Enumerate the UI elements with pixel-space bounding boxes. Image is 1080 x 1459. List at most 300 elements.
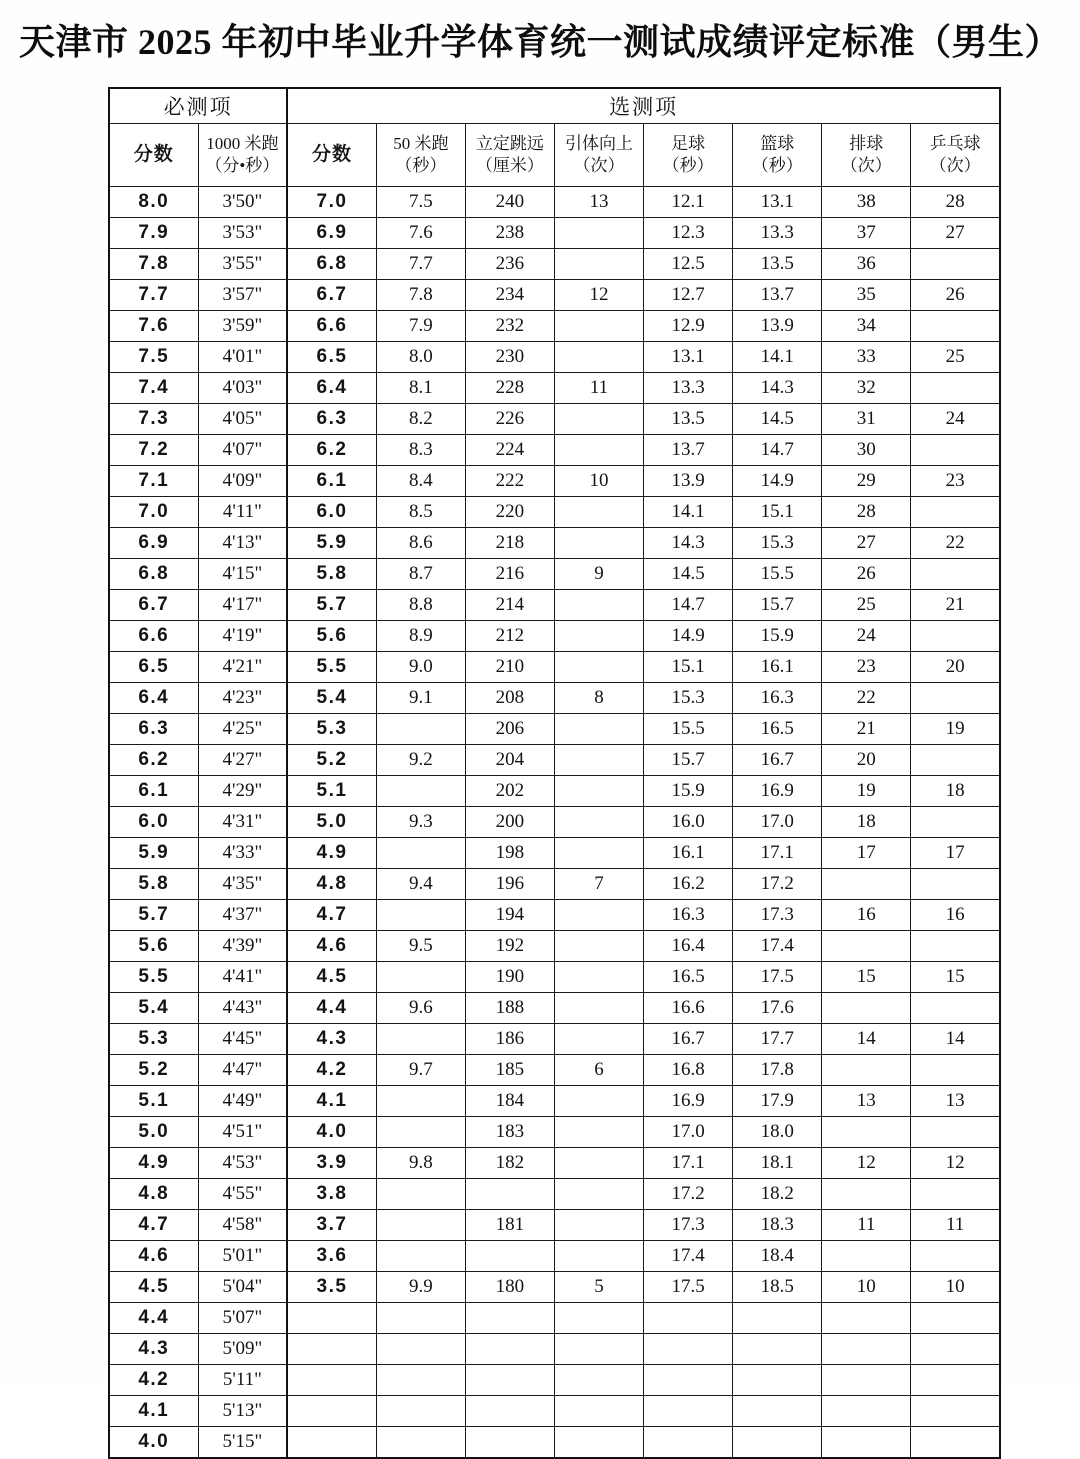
- cell-run1000: 4'19": [198, 621, 287, 652]
- cell-score2: 4.4: [287, 993, 376, 1024]
- cell-jump: 238: [465, 218, 554, 249]
- cell-pingpong: [911, 1396, 1000, 1427]
- column-header-run1000-name: 1000 米跑: [206, 134, 279, 154]
- cell-football: 12.1: [644, 187, 733, 218]
- cell-pullup: 7: [554, 869, 643, 900]
- table-row: [109, 807, 1000, 838]
- cell-volley: 38: [822, 187, 911, 218]
- cell-jump: 222: [465, 466, 554, 497]
- cell-pingpong: 13: [911, 1086, 1000, 1117]
- column-header-basketball-name: 篮球: [760, 134, 795, 154]
- cell-score2: 3.8: [287, 1179, 376, 1210]
- cell-pullup: [554, 1117, 643, 1148]
- cell-score2: 3.7: [287, 1210, 376, 1241]
- cell-score2: 4.9: [287, 838, 376, 869]
- cell-score1: 4.7: [109, 1210, 198, 1241]
- cell-run50: 8.9: [376, 621, 465, 652]
- cell-run1000: 5'01": [198, 1241, 287, 1272]
- table-row: [109, 745, 1000, 776]
- column-header-jump-name: 立定跳远: [475, 134, 544, 154]
- cell-run50: [376, 962, 465, 993]
- cell-pingpong: 25: [911, 342, 1000, 373]
- cell-pingpong: 21: [911, 590, 1000, 621]
- cell-volley: 20: [822, 745, 911, 776]
- cell-pingpong: [911, 869, 1000, 900]
- cell-basket: 18.0: [733, 1117, 822, 1148]
- cell-score2: 6.6: [287, 311, 376, 342]
- cell-run50: 9.9: [376, 1272, 465, 1303]
- cell-pullup: [554, 342, 643, 373]
- cell-score1: 7.8: [109, 249, 198, 280]
- cell-jump: [465, 1179, 554, 1210]
- cell-volley: [822, 1427, 911, 1459]
- cell-pullup: 8: [554, 683, 643, 714]
- cell-basket: 13.7: [733, 280, 822, 311]
- cell-jump: 204: [465, 745, 554, 776]
- cell-score2: 4.2: [287, 1055, 376, 1086]
- cell-football: 16.8: [644, 1055, 733, 1086]
- cell-pullup: [554, 218, 643, 249]
- cell-pullup: [554, 435, 643, 466]
- cell-pullup: 9: [554, 559, 643, 590]
- cell-pingpong: 17: [911, 838, 1000, 869]
- cell-basket: 13.3: [733, 218, 822, 249]
- cell-pingpong: 24: [911, 404, 1000, 435]
- cell-run50: 9.0: [376, 652, 465, 683]
- cell-jump: 226: [465, 404, 554, 435]
- cell-football: 16.1: [644, 838, 733, 869]
- cell-pullup: [554, 652, 643, 683]
- table-row: [109, 962, 1000, 993]
- cell-run1000: 3'59": [198, 311, 287, 342]
- column-header-score2-name: 分数: [311, 143, 352, 165]
- cell-run50: 8.4: [376, 466, 465, 497]
- cell-pingpong: [911, 373, 1000, 404]
- cell-pingpong: [911, 1179, 1000, 1210]
- table-row: [109, 311, 1000, 342]
- cell-score2: 6.2: [287, 435, 376, 466]
- cell-run50: 7.6: [376, 218, 465, 249]
- cell-basket: 15.1: [733, 497, 822, 528]
- cell-jump: 181: [465, 1210, 554, 1241]
- cell-pingpong: 28: [911, 187, 1000, 218]
- cell-score2: 6.9: [287, 218, 376, 249]
- table-row: [109, 1241, 1000, 1272]
- cell-run1000: 5'04": [198, 1272, 287, 1303]
- cell-football: 16.7: [644, 1024, 733, 1055]
- cell-run1000: 5'07": [198, 1303, 287, 1334]
- cell-jump: 240: [465, 187, 554, 218]
- cell-pingpong: [911, 311, 1000, 342]
- table-row: [109, 1303, 1000, 1334]
- column-header-pingpong-unit: （次）: [929, 156, 981, 175]
- cell-score1: 4.6: [109, 1241, 198, 1272]
- cell-pingpong: [911, 1241, 1000, 1272]
- cell-run1000: 4'37": [198, 900, 287, 931]
- cell-football: 14.3: [644, 528, 733, 559]
- cell-pingpong: [911, 993, 1000, 1024]
- cell-pingpong: 15: [911, 962, 1000, 993]
- cell-run50: 7.8: [376, 280, 465, 311]
- cell-volley: 35: [822, 280, 911, 311]
- cell-pullup: [554, 776, 643, 807]
- cell-run50: 8.6: [376, 528, 465, 559]
- cell-jump: 210: [465, 652, 554, 683]
- cell-score2: 5.0: [287, 807, 376, 838]
- cell-score1: 7.5: [109, 342, 198, 373]
- cell-pullup: [554, 1148, 643, 1179]
- cell-volley: 29: [822, 466, 911, 497]
- column-header-score1: [109, 124, 198, 187]
- cell-basket: 13.5: [733, 249, 822, 280]
- cell-score1: 6.0: [109, 807, 198, 838]
- cell-run1000: 5'11": [198, 1365, 287, 1396]
- cell-football: 16.0: [644, 807, 733, 838]
- cell-run1000: 4'01": [198, 342, 287, 373]
- cell-pingpong: [911, 1334, 1000, 1365]
- cell-score2: 5.9: [287, 528, 376, 559]
- table-row: [109, 1024, 1000, 1055]
- cell-pullup: [554, 1365, 643, 1396]
- column-header-row: [109, 124, 1000, 187]
- cell-pullup: [554, 311, 643, 342]
- cell-jump: [465, 1427, 554, 1459]
- cell-run1000: 4'45": [198, 1024, 287, 1055]
- cell-pullup: [554, 1427, 643, 1459]
- cell-pingpong: 19: [911, 714, 1000, 745]
- table-row: [109, 714, 1000, 745]
- group-header-required: 必测项: [109, 88, 287, 124]
- cell-score1: 7.2: [109, 435, 198, 466]
- grade-standard-table-wrapper: [108, 87, 1001, 1459]
- table-row: [109, 1055, 1000, 1086]
- table-row: [109, 187, 1000, 218]
- cell-volley: 33: [822, 342, 911, 373]
- column-header-basketball: [733, 124, 822, 187]
- cell-volley: 18: [822, 807, 911, 838]
- cell-pingpong: [911, 497, 1000, 528]
- cell-volley: 11: [822, 1210, 911, 1241]
- cell-score2: 3.5: [287, 1272, 376, 1303]
- cell-jump: 190: [465, 962, 554, 993]
- cell-pingpong: 26: [911, 280, 1000, 311]
- cell-score1: 6.8: [109, 559, 198, 590]
- cell-pingpong: 27: [911, 218, 1000, 249]
- cell-football: [644, 1303, 733, 1334]
- cell-jump: 218: [465, 528, 554, 559]
- cell-pullup: [554, 1024, 643, 1055]
- cell-basket: 17.1: [733, 838, 822, 869]
- cell-volley: 25: [822, 590, 911, 621]
- cell-pingpong: [911, 1055, 1000, 1086]
- cell-football: 14.9: [644, 621, 733, 652]
- cell-score2: 5.1: [287, 776, 376, 807]
- cell-run50: [376, 1396, 465, 1427]
- cell-score1: 6.6: [109, 621, 198, 652]
- cell-basket: 14.3: [733, 373, 822, 404]
- cell-run1000: 5'09": [198, 1334, 287, 1365]
- table-row: [109, 869, 1000, 900]
- cell-volley: [822, 1179, 911, 1210]
- cell-basket: 16.3: [733, 683, 822, 714]
- cell-volley: [822, 931, 911, 962]
- column-header-pullup-unit: （次）: [573, 156, 625, 175]
- cell-pingpong: [911, 1365, 1000, 1396]
- cell-basket: 18.1: [733, 1148, 822, 1179]
- cell-score2: 5.3: [287, 714, 376, 745]
- cell-score1: 6.9: [109, 528, 198, 559]
- cell-score2: 3.6: [287, 1241, 376, 1272]
- cell-football: 14.7: [644, 590, 733, 621]
- cell-score1: 6.3: [109, 714, 198, 745]
- cell-basket: [733, 1396, 822, 1427]
- cell-run1000: 4'35": [198, 869, 287, 900]
- cell-volley: 14: [822, 1024, 911, 1055]
- cell-basket: 16.5: [733, 714, 822, 745]
- column-header-football: [644, 124, 733, 187]
- table-row: [109, 1086, 1000, 1117]
- cell-score1: 4.2: [109, 1365, 198, 1396]
- cell-basket: [733, 1334, 822, 1365]
- cell-score1: 5.1: [109, 1086, 198, 1117]
- cell-score1: 7.1: [109, 466, 198, 497]
- cell-run50: [376, 1210, 465, 1241]
- cell-run1000: 4'33": [198, 838, 287, 869]
- cell-volley: 17: [822, 838, 911, 869]
- cell-score2: 6.3: [287, 404, 376, 435]
- cell-jump: [465, 1241, 554, 1272]
- column-header-score2: [287, 124, 376, 187]
- cell-basket: 15.3: [733, 528, 822, 559]
- cell-score2: [287, 1396, 376, 1427]
- cell-run1000: 4'41": [198, 962, 287, 993]
- cell-pingpong: 11: [911, 1210, 1000, 1241]
- cell-pullup: [554, 931, 643, 962]
- cell-run1000: 4'21": [198, 652, 287, 683]
- cell-pullup: 5: [554, 1272, 643, 1303]
- cell-football: 16.4: [644, 931, 733, 962]
- cell-pingpong: 23: [911, 466, 1000, 497]
- cell-football: 13.1: [644, 342, 733, 373]
- cell-basket: 18.5: [733, 1272, 822, 1303]
- cell-jump: 208: [465, 683, 554, 714]
- column-header-volleyball-name: 排球: [849, 134, 884, 154]
- cell-jump: [465, 1396, 554, 1427]
- cell-score2: 6.7: [287, 280, 376, 311]
- cell-score1: 5.5: [109, 962, 198, 993]
- cell-run50: [376, 1365, 465, 1396]
- cell-run50: 9.1: [376, 683, 465, 714]
- cell-score2: 4.3: [287, 1024, 376, 1055]
- cell-score1: 5.2: [109, 1055, 198, 1086]
- cell-run50: 8.3: [376, 435, 465, 466]
- table-row: [109, 621, 1000, 652]
- column-header-basketball-unit: （秒）: [751, 156, 803, 175]
- cell-football: 13.5: [644, 404, 733, 435]
- cell-score2: 6.8: [287, 249, 376, 280]
- cell-run1000: 4'31": [198, 807, 287, 838]
- cell-pingpong: [911, 1303, 1000, 1334]
- cell-run50: [376, 1086, 465, 1117]
- cell-score1: 7.3: [109, 404, 198, 435]
- table-row: [109, 280, 1000, 311]
- cell-jump: 214: [465, 590, 554, 621]
- cell-jump: 202: [465, 776, 554, 807]
- cell-run50: 9.3: [376, 807, 465, 838]
- cell-volley: 12: [822, 1148, 911, 1179]
- cell-run1000: 3'50": [198, 187, 287, 218]
- cell-pullup: [554, 590, 643, 621]
- cell-run50: [376, 1334, 465, 1365]
- cell-football: 17.0: [644, 1117, 733, 1148]
- group-header-row: [109, 88, 1000, 124]
- cell-volley: [822, 1241, 911, 1272]
- cell-run1000: 4'05": [198, 404, 287, 435]
- cell-basket: 14.1: [733, 342, 822, 373]
- cell-volley: 16: [822, 900, 911, 931]
- cell-football: [644, 1334, 733, 1365]
- cell-football: [644, 1396, 733, 1427]
- table-row: [109, 249, 1000, 280]
- cell-basket: 18.4: [733, 1241, 822, 1272]
- cell-volley: 31: [822, 404, 911, 435]
- cell-pingpong: [911, 1117, 1000, 1148]
- cell-pullup: [554, 745, 643, 776]
- column-header-pingpong-name: 乒乓球: [929, 134, 981, 154]
- cell-jump: 180: [465, 1272, 554, 1303]
- cell-volley: 24: [822, 621, 911, 652]
- table-row: [109, 342, 1000, 373]
- cell-run1000: 3'53": [198, 218, 287, 249]
- cell-volley: 36: [822, 249, 911, 280]
- column-header-jump-unit: （厘米）: [475, 156, 544, 175]
- cell-volley: 23: [822, 652, 911, 683]
- column-header-pullup: [554, 124, 643, 187]
- cell-score2: [287, 1365, 376, 1396]
- cell-football: 16.6: [644, 993, 733, 1024]
- cell-volley: 22: [822, 683, 911, 714]
- cell-run50: 9.2: [376, 745, 465, 776]
- cell-pullup: 10: [554, 466, 643, 497]
- table-row: [109, 1179, 1000, 1210]
- cell-basket: 13.1: [733, 187, 822, 218]
- cell-basket: 17.8: [733, 1055, 822, 1086]
- cell-score1: 6.4: [109, 683, 198, 714]
- cell-jump: [465, 1303, 554, 1334]
- cell-score1: 4.5: [109, 1272, 198, 1303]
- cell-volley: 19: [822, 776, 911, 807]
- cell-basket: 18.3: [733, 1210, 822, 1241]
- cell-score2: 4.5: [287, 962, 376, 993]
- cell-pullup: 13: [554, 187, 643, 218]
- cell-jump: 185: [465, 1055, 554, 1086]
- table-row: [109, 993, 1000, 1024]
- grade-standard-table: [108, 87, 1001, 1459]
- cell-pingpong: 20: [911, 652, 1000, 683]
- cell-football: 17.1: [644, 1148, 733, 1179]
- cell-pingpong: [911, 683, 1000, 714]
- cell-score1: 7.7: [109, 280, 198, 311]
- table-row: [109, 652, 1000, 683]
- cell-football: 17.4: [644, 1241, 733, 1272]
- cell-run50: 9.7: [376, 1055, 465, 1086]
- cell-pullup: [554, 1210, 643, 1241]
- cell-basket: 14.9: [733, 466, 822, 497]
- cell-basket: [733, 1365, 822, 1396]
- cell-score1: 4.3: [109, 1334, 198, 1365]
- cell-volley: [822, 1334, 911, 1365]
- cell-run1000: 4'23": [198, 683, 287, 714]
- cell-jump: 206: [465, 714, 554, 745]
- cell-pullup: 6: [554, 1055, 643, 1086]
- cell-volley: [822, 1055, 911, 1086]
- cell-run1000: 4'03": [198, 373, 287, 404]
- cell-run50: [376, 1427, 465, 1459]
- cell-football: 13.7: [644, 435, 733, 466]
- table-row: [109, 497, 1000, 528]
- cell-pullup: 11: [554, 373, 643, 404]
- cell-run50: 8.7: [376, 559, 465, 590]
- cell-score2: 4.1: [287, 1086, 376, 1117]
- cell-run1000: 4'43": [198, 993, 287, 1024]
- cell-basket: 15.9: [733, 621, 822, 652]
- cell-jump: 183: [465, 1117, 554, 1148]
- cell-basket: 17.5: [733, 962, 822, 993]
- cell-jump: 198: [465, 838, 554, 869]
- cell-run1000: 3'55": [198, 249, 287, 280]
- cell-jump: 192: [465, 931, 554, 962]
- cell-score1: 4.9: [109, 1148, 198, 1179]
- cell-score1: 4.1: [109, 1396, 198, 1427]
- cell-volley: 37: [822, 218, 911, 249]
- cell-jump: [465, 1334, 554, 1365]
- cell-score2: 5.7: [287, 590, 376, 621]
- cell-score2: 5.5: [287, 652, 376, 683]
- cell-score2: [287, 1427, 376, 1459]
- cell-basket: 18.2: [733, 1179, 822, 1210]
- column-header-run50-name: 50 米跑: [393, 134, 449, 154]
- table-row: [109, 218, 1000, 249]
- cell-pingpong: [911, 745, 1000, 776]
- cell-run1000: 4'13": [198, 528, 287, 559]
- cell-football: 14.5: [644, 559, 733, 590]
- cell-pullup: 12: [554, 280, 643, 311]
- cell-volley: [822, 1117, 911, 1148]
- cell-score2: 4.8: [287, 869, 376, 900]
- cell-jump: 220: [465, 497, 554, 528]
- cell-basket: 13.9: [733, 311, 822, 342]
- cell-pingpong: [911, 807, 1000, 838]
- cell-pingpong: [911, 559, 1000, 590]
- cell-jump: 236: [465, 249, 554, 280]
- cell-score1: 5.3: [109, 1024, 198, 1055]
- cell-run1000: 4'25": [198, 714, 287, 745]
- cell-run50: 8.2: [376, 404, 465, 435]
- cell-basket: 15.7: [733, 590, 822, 621]
- cell-football: 15.5: [644, 714, 733, 745]
- column-header-pullup-name: 引体向上: [565, 134, 634, 154]
- cell-pingpong: [911, 249, 1000, 280]
- cell-score1: 6.2: [109, 745, 198, 776]
- table-row: [109, 559, 1000, 590]
- cell-score1: 4.0: [109, 1427, 198, 1459]
- cell-run50: 9.4: [376, 869, 465, 900]
- cell-basket: 17.2: [733, 869, 822, 900]
- cell-score1: 5.7: [109, 900, 198, 931]
- cell-basket: 17.6: [733, 993, 822, 1024]
- cell-run1000: 3'57": [198, 280, 287, 311]
- cell-pullup: [554, 807, 643, 838]
